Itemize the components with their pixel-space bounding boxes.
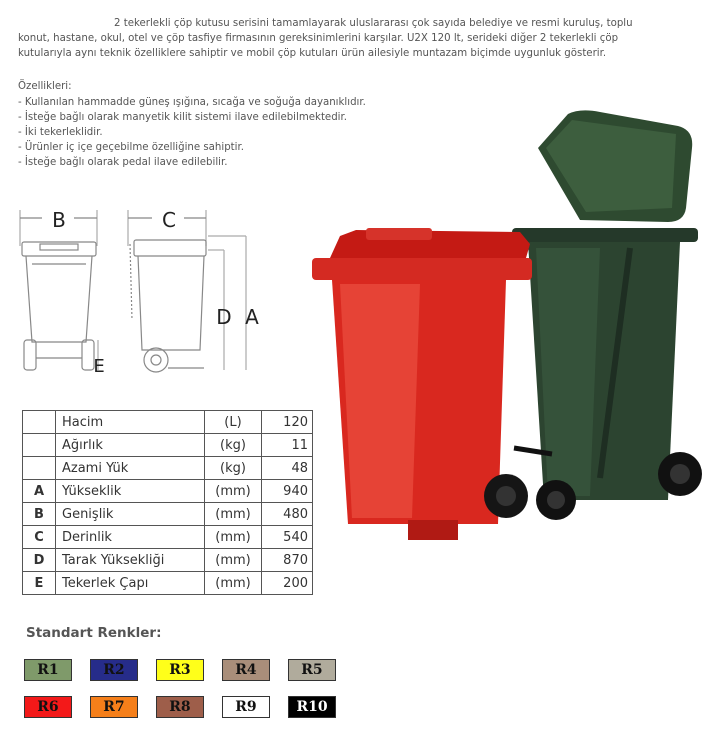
intro-paragraph [18, 16, 698, 61]
table-row [23, 549, 313, 572]
color-swatch-r6: R6 [24, 696, 72, 718]
color-swatch-r3: R3 [156, 659, 204, 681]
spec-key: E [23, 572, 56, 595]
label-e: E [93, 356, 105, 377]
spec-value: 200 [262, 572, 313, 595]
color-swatch-r5: R5 [288, 659, 336, 681]
spec-value: 11 [262, 434, 313, 457]
feature-item: - İsteğe bağlı olarak manyetik kilit sistemi ilave edilebilmektedir. [18, 112, 347, 123]
spec-name: Derinlik [56, 526, 205, 549]
label-c: C [162, 208, 176, 232]
spec-value: 48 [262, 457, 313, 480]
table-row [23, 411, 313, 434]
spec-name: Yükseklik [56, 480, 205, 503]
table-row [23, 572, 313, 595]
spec-key: A [23, 480, 56, 503]
spec-unit: (mm) [205, 503, 262, 526]
product-image [300, 108, 710, 548]
spec-name: Azami Yük [56, 457, 205, 480]
feature-item: - Ürünler iç içe geçebilme özelliğine sahiptir. [18, 142, 244, 153]
spec-unit: (mm) [205, 526, 262, 549]
spec-key: C [23, 526, 56, 549]
table-row [23, 434, 313, 457]
spec-key: D [23, 549, 56, 572]
spec-unit: (L) [205, 411, 262, 434]
features-heading: Özellikleri: [18, 81, 72, 92]
spec-value: 940 [262, 480, 313, 503]
spec-unit: (mm) [205, 480, 262, 503]
color-swatch-r9: R9 [222, 696, 270, 718]
spec-key: B [23, 503, 56, 526]
color-swatch-r8: R8 [156, 696, 204, 718]
spec-unit: (kg) [205, 457, 262, 480]
green-bin-image [512, 110, 702, 520]
colors-title: Standart Renkler: [26, 625, 162, 641]
table-row [23, 526, 313, 549]
spec-key [23, 457, 56, 480]
spec-value: 480 [262, 503, 313, 526]
spec-unit: (kg) [205, 434, 262, 457]
table-row [23, 457, 313, 480]
spec-name: Genişlik [56, 503, 205, 526]
spec-value: 870 [262, 549, 313, 572]
spec-value: 540 [262, 526, 313, 549]
spec-key [23, 411, 56, 434]
color-swatch-r1: R1 [24, 659, 72, 681]
spec-unit: (mm) [205, 549, 262, 572]
label-b: B [52, 208, 66, 232]
feature-item: - Kullanılan hammadde güneş ışığına, sıcağa ve soğuğa dayanıklıdır. [18, 97, 366, 108]
color-swatch-r4: R4 [222, 659, 270, 681]
specs-table [22, 410, 313, 595]
label-a: A [245, 305, 259, 329]
intro-line-1: 2 tekerlekli çöp kutusu serisini tamamlayarak uluslararası çok sayıda belediye ve resmi kuruluş, toplu [114, 18, 633, 29]
table-row [23, 480, 313, 503]
spec-name: Hacim [56, 411, 205, 434]
spec-value: 120 [262, 411, 313, 434]
table-row [23, 503, 313, 526]
spec-key [23, 434, 56, 457]
spec-name: Tarak Yüksekliği [56, 549, 205, 572]
spec-name: Ağırlık [56, 434, 205, 457]
color-swatch-r10: R10 [288, 696, 336, 718]
dimension-diagram [14, 200, 274, 390]
intro-line-2: konut, hastane, okul, otel ve çöp tasfiye firmasının gereksinimlerini karşılar. U2X 120 lt, serideki diğer 2 tekerlekli çöp [18, 33, 619, 44]
feature-item: - İki tekerleklidir. [18, 127, 103, 138]
spec-unit: (mm) [205, 572, 262, 595]
spec-name: Tekerlek Çapı [56, 572, 205, 595]
color-swatch-r2: R2 [90, 659, 138, 681]
color-swatch-r7: R7 [90, 696, 138, 718]
feature-item: - İsteğe bağlı olarak pedal ilave edilebilir. [18, 157, 228, 168]
intro-line-3: kutularıyla aynı teknik özelliklere sahiptir ve mobil çöp kutuları ürün ailesiyle muntazam biçimde uygunluk gösterir. [18, 48, 607, 59]
label-d: D [216, 305, 232, 329]
red-bin-image [312, 228, 532, 540]
